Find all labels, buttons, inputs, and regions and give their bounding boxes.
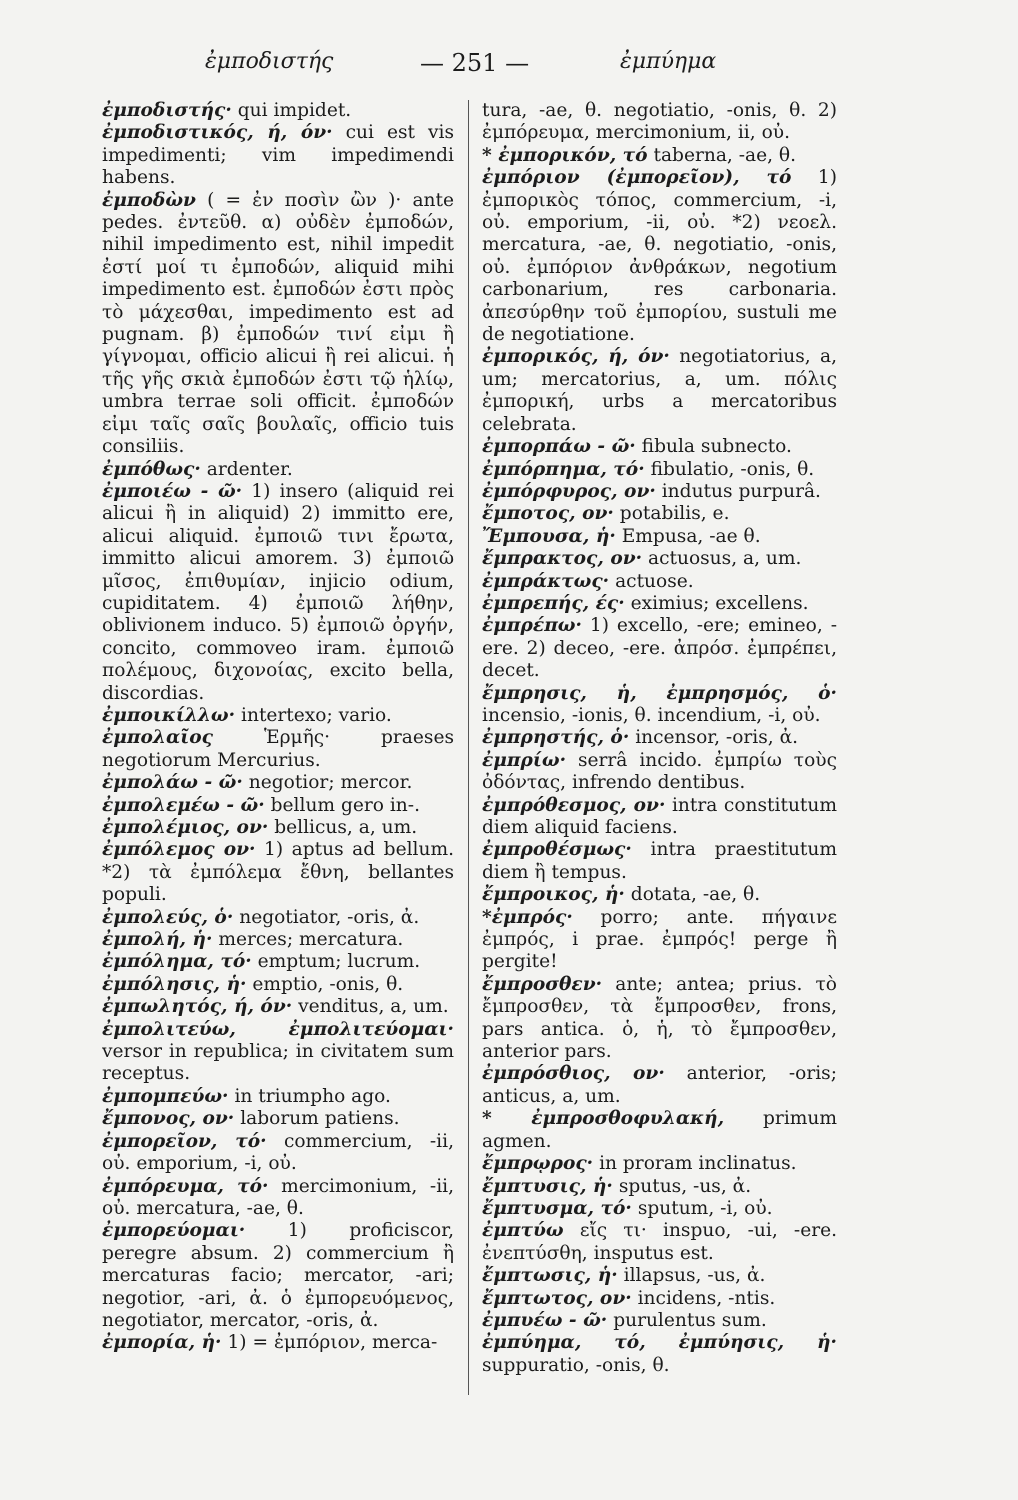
entry-headword: ἔμπροσθεν· — [482, 973, 603, 995]
entry-headword: ἔμπτυσις, ἡ· — [482, 1175, 613, 1197]
dictionary-entry — [482, 795, 837, 840]
entry-definition: sputum, -i, οὐ. — [631, 1197, 773, 1219]
dictionary-entry — [102, 951, 454, 973]
dictionary-entry — [482, 571, 837, 593]
dictionary-entry — [102, 1176, 454, 1221]
page-number: — 251 — — [420, 49, 530, 77]
entry-definition: tura, -ae, θ. negotiatio, -onis, θ. 2) ἐμπόρευμα, mercimonium, ii, οὐ. — [482, 100, 837, 144]
entry-definition: Ἑρμῆς· praeses negotiorum Mercurius. — [102, 727, 454, 771]
dictionary-entry — [102, 705, 454, 727]
entry-headword: ἐμπόλημα, τό· — [102, 951, 252, 973]
entry-definition: negotiator, -oris, ἀ. — [233, 906, 420, 928]
entry-definition: emptio, -onis, θ. — [246, 973, 404, 995]
dictionary-entry — [102, 100, 454, 122]
dictionary-entry — [482, 683, 837, 728]
entry-definition: 1) insero (aliquid rei alicui ἢ in aliquid) 2) immitto ere, alicui aliquid. ἐμποιῶ τινι ἔρωτα, immitto alicui amorem. 3) ἐμποιῶ μῖσος, ἐπιθυμίαν, injicio odium, cupiditatem. 4) ἐμποιῶ λήθην, oblivionem induco. 5) ἐμποιῶ ὀργήν, concito, commoveo iram. ἐμποιῶ πολέμους, διχονοίας, excito bella, discordias. — [102, 480, 454, 704]
entry-headword: ἔμπτωτος, ον· — [482, 1287, 632, 1309]
dictionary-entry — [102, 190, 454, 459]
dictionary-entry — [482, 727, 837, 749]
entry-definition: purulentus sum. — [607, 1309, 767, 1331]
entry-definition: cui est vis impedimenti; vim impedimendi habens. — [102, 122, 454, 189]
left-column — [102, 100, 454, 1460]
dictionary-entry — [102, 1220, 454, 1332]
dictionary-entry — [482, 1265, 837, 1287]
dictionary-entry — [102, 122, 454, 189]
entry-definition: serrâ incido. ἐμπρίω τοὺς ὀδόντας, infrendo dentibus. — [482, 749, 837, 794]
entry-headword: ἔμπρακτος, ον· — [482, 548, 643, 570]
entry-definition: suppuratio, -onis, θ. — [482, 1354, 670, 1376]
entry-definition: taberna, -ae, θ. — [647, 144, 797, 166]
entry-headword: ἐμπόλεμος ον· — [102, 839, 256, 861]
dictionary-entry — [482, 548, 837, 570]
dictionary-entry — [482, 615, 837, 682]
entry-headword: ἐμποδιστικός, ή, όν· — [102, 122, 333, 144]
dictionary-entry — [482, 346, 837, 436]
entry-definition: 1) excello, -ere; emineo, -ere. 2) deceo, -ere. ἀπρόσ. ἐμπρέπει, decet. — [482, 615, 837, 682]
entry-definition: negotior; mercor. — [242, 772, 413, 794]
entry-headword: ἐμπολεύς, ὁ· — [102, 906, 234, 928]
dictionary-entry — [482, 1198, 837, 1220]
entry-headword: ἔμπρῳρος· — [482, 1153, 594, 1175]
entry-headword: ἐμπόρφυρος, ον· — [482, 480, 656, 502]
entry-definition: actuose. — [609, 570, 694, 592]
entry-definition: commercium, -ii, οὐ. emporium, -i, οὐ. — [102, 1130, 454, 1175]
entry-headword: ἐμπολάω - ῶ· — [102, 772, 243, 794]
dictionary-entry — [102, 772, 454, 794]
entry-headword: ἐμπορία, ἡ· — [102, 1332, 222, 1354]
entry-headword: ἐμποδὼν — [102, 189, 196, 211]
header-right-guideword: ἐμπύημα — [620, 49, 717, 74]
entry-headword: ἐμπορεύομαι· — [102, 1220, 246, 1242]
entry-definition: porro; ante. πήγαινε ἐμπρός, i prae. ἐμπρός! perge ἢ pergite! — [482, 906, 837, 973]
entry-headword: ἐμπόρπημα, τό· — [482, 458, 645, 480]
entry-definition: primum agmen. — [482, 1108, 837, 1152]
dictionary-entry — [482, 145, 837, 167]
entry-definition: intra constitutum diem aliquid faciens. — [482, 794, 837, 838]
entry-headword: *ἐμπρός· — [482, 906, 573, 928]
dictionary-entry — [102, 1332, 454, 1354]
entry-definition: versor in republica; in civitatem sum receptus. — [102, 1041, 454, 1085]
entry-definition: incensio, -ionis, θ. incendium, -i, οὐ. — [482, 704, 821, 726]
dictionary-entry — [482, 750, 837, 795]
entry-headword: ἐμπόθως· — [102, 458, 201, 480]
dictionary-entry — [102, 795, 454, 817]
entry-headword: ἐμπωλητός, ή, όν· — [102, 996, 293, 1018]
dictionary-entry — [102, 1131, 454, 1176]
entry-headword: ἐμπολή, ἡ· — [102, 929, 213, 951]
entry-definition: venditus, a, um. — [292, 996, 449, 1018]
entry-headword: ἐμπροθέσμως· — [482, 839, 632, 861]
entry-headword: ἐμπρόσθιος, ον· — [482, 1063, 665, 1085]
dictionary-entry — [102, 907, 454, 929]
entry-headword: * ἐμπορικόν, τό — [482, 144, 648, 166]
entry-headword: ἐμπορεῖον, τό· — [102, 1130, 267, 1152]
dictionary-entry — [102, 817, 454, 839]
entry-headword: ἐμπτύω — [482, 1220, 564, 1242]
entry-definition: intra praestitutum diem ἢ tempus. — [482, 839, 837, 883]
dictionary-entry — [102, 1086, 454, 1108]
entry-headword: ἐμπρηστής, ὁ· — [482, 727, 630, 749]
page-header — [0, 45, 1018, 85]
entry-definition: laborum patiens. — [234, 1108, 400, 1130]
dictionary-entry — [102, 481, 454, 705]
dictionary-entry — [482, 1176, 837, 1198]
entry-definition: 1) ἐμπορικὸς τόπος, commercium, -i, οὐ. emporium, -ii, οὐ. *2) νεοελ. mercatura, -ae, θ. negotiatio, -onis, οὐ. ἐμπόριον ἀνθράκων, negotium carbonarium, res carbonaria. ἀπεσύρθην τοῦ ἐμπορίου, sustuli me de negotiatione. — [482, 167, 837, 346]
entry-definition: merces; mercatura. — [212, 929, 404, 951]
right-column — [482, 100, 837, 1460]
entry-headword: ἔμπονος, ον· — [102, 1108, 235, 1130]
dictionary-entry — [102, 996, 454, 1018]
entry-headword: * ἐμπροσθοφυλακή, — [482, 1108, 725, 1130]
entry-definition: fibulatio, -onis, θ. — [644, 458, 815, 480]
entry-headword: ἐμποδιστής· — [102, 100, 232, 121]
dictionary-entry — [482, 459, 837, 481]
entry-headword: ἐμπομπεύω· — [102, 1085, 229, 1107]
entry-definition: bellicus, a, um. — [268, 817, 418, 838]
entry-definition: qui impidet. — [231, 100, 352, 121]
dictionary-entry — [482, 907, 837, 974]
entry-definition: 1) = ἐμπόριον, merca- — [221, 1332, 438, 1354]
dictionary-entry — [482, 503, 837, 525]
dictionary-entry — [102, 727, 454, 772]
dictionary-entry — [102, 929, 454, 951]
entry-headword: ἔμπτυσμα, τό· — [482, 1197, 632, 1219]
entry-headword: ἐμπρεπής, ές· — [482, 592, 625, 614]
entry-headword: ἐμπρόθεσμος, ον· — [482, 794, 666, 816]
entry-headword: ἐμπόριον (ἐμπορεῖον), τό — [482, 167, 792, 189]
entry-headword: ἐμπολαῖος — [102, 727, 213, 749]
entry-headword: ἐμπύημα, τό, ἐμπύησις, ἡ· — [482, 1332, 837, 1354]
entry-headword: ἐμποικίλλω· — [102, 704, 236, 726]
dictionary-entry — [482, 436, 837, 458]
entry-definition: incidens, -ntis. — [631, 1287, 776, 1309]
entry-definition: anterior, -oris; anticus, a, um. — [482, 1063, 837, 1107]
entry-definition: indutus purpurâ. — [655, 480, 821, 502]
entry-headword: ἐμπορπάω - ῶ· — [482, 436, 636, 458]
entry-definition: sputus, -us, ἀ. — [612, 1175, 752, 1197]
entry-definition: 1) proficiscor, peregre absum. 2) commercium ἢ mercaturas facio; mercator, -ari; negotior, -ari, ἀ. ὁ ἐμπορευόμενος, negotiator, mercator, -oris, ἀ. — [102, 1220, 454, 1331]
entry-headword: ἔμπροικος, ἡ· — [482, 884, 625, 906]
entry-headword: ἔμποτος, ον· — [482, 503, 614, 525]
dictionary-entry — [102, 1108, 454, 1130]
entry-headword: ἔμπτωσις, ἡ· — [482, 1265, 618, 1287]
entry-headword: ἐμπόλησις, ἡ· — [102, 973, 247, 995]
entry-headword: ἐμποιέω - ῶ· — [102, 480, 243, 502]
dictionary-entry — [102, 459, 454, 481]
dictionary-entry — [482, 884, 837, 906]
dictionary-entry — [482, 481, 837, 503]
entry-definition: actuosus, a, um. — [642, 548, 802, 570]
dictionary-entry — [482, 1153, 837, 1175]
entry-definition: dotata, -ae, θ. — [624, 884, 761, 906]
entry-definition: ( = ἐν ποσὶν ὢν )· ante pedes. ἐντεῦθ. α) οὐδὲν ἐμποδών, nihil impedimento est, nihil impedit ἐστί μοί τι ἐμποδών, aliquid mihi impedimento est. ἐμποδών ἐστι πρὸς τὸ μάχεσθαι, impedimento est ad pugnam. β) ἐμποδών τινί εἰμι ἢ γίγνομαι, officio alicui ἢ rei alicui. ἡ τῆς γῆς σκιὰ ἐμποδών ἐστι τῷ ἡλίῳ, umbra terrae soli officit. ἐμποδών εἰμι ταῖς σαῖς βουλαῖς, officio tuis consiliis. — [102, 189, 454, 458]
entry-definition: εἴς τι· inspuo, -ui, -ere. ἐνεπτύσθη, insputus est. — [482, 1220, 837, 1264]
dictionary-entry — [482, 526, 837, 548]
entry-headword: ἔμπρησις, ἡ, ἐμπρησμός, ὁ· — [482, 682, 837, 704]
entry-definition: fibula subnecto. — [635, 436, 792, 458]
entry-definition: in triumpho ago. — [228, 1085, 391, 1107]
entry-definition: incensor, -oris, ἀ. — [629, 727, 799, 749]
dictionary-entry — [482, 1220, 837, 1265]
entry-headword: ἐμπόρευμα, τό· — [102, 1175, 269, 1197]
dictionary-entry — [102, 1019, 454, 1086]
entry-definition: negotiatorius, a, um; mercatorius, a, um. πόλις ἐμπορική, urbs a mercatoribus celebrata. — [482, 346, 837, 435]
dictionary-entry — [482, 974, 837, 1064]
dictionary-entry — [482, 1310, 837, 1332]
entry-definition: in proram inclinatus. — [593, 1153, 797, 1175]
entry-definition: Empusa, -ae θ. — [615, 525, 761, 547]
dictionary-entry — [102, 974, 454, 996]
entry-definition: 1) aptus ad bellum. *2) τὰ ἐμπόλεμα ἔθνη, bellantes populi. — [102, 839, 454, 906]
dictionary-entry — [482, 167, 837, 346]
entry-headword: ἐμπρέπω· — [482, 615, 582, 637]
entry-headword: ἐμπολιτεύω, ἐμπολιτεύομαι· — [102, 1018, 454, 1040]
entry-headword: ἐμπορικός, ή, όν· — [482, 346, 670, 368]
entry-definition: ante; antea; prius. τὸ ἔμπροσθεν, τὰ ἔμπροσθεν, frons, pars antica. ὁ, ἡ, τὸ ἔμπροσθεν, anterior pars. — [482, 973, 837, 1063]
entry-definition: intertexo; vario. — [235, 704, 392, 726]
dictionary-entry — [482, 100, 837, 145]
dictionary-entry — [482, 593, 837, 615]
dictionary-entry — [482, 1288, 837, 1310]
entry-headword: ἐμπολέμιος, ον· — [102, 817, 269, 838]
dictionary-entry — [482, 1063, 837, 1108]
entry-definition: bellum gero in-. — [264, 794, 420, 816]
header-left-guideword: ἐμποδιστής — [205, 49, 334, 74]
dictionary-entry — [482, 1108, 837, 1153]
entry-headword: ἐμπρίω· — [482, 749, 567, 771]
entry-definition: illapsus, -us, ἀ. — [617, 1265, 766, 1287]
entry-definition: emptum; lucrum. — [251, 951, 421, 973]
entry-definition: ardenter. — [200, 458, 293, 480]
dictionary-entry — [482, 839, 837, 884]
entry-headword: ἐμπυέω - ῶ· — [482, 1309, 608, 1331]
entry-definition: mercimonium, -ii, οὐ. mercatura, -ae, θ. — [102, 1175, 454, 1219]
dictionary-entry — [102, 839, 454, 906]
entry-headword: ἐμπολεμέω - ῶ· — [102, 794, 265, 816]
entry-headword: ἐμπράκτως· — [482, 570, 610, 592]
entry-headword: Ἔμπουσα, ἡ· — [482, 525, 616, 547]
entry-definition: potabilis, e. — [613, 503, 730, 525]
dictionary-entry — [482, 1332, 837, 1377]
entry-definition: eximius; excellens. — [624, 592, 809, 614]
column-divider — [468, 100, 469, 1395]
